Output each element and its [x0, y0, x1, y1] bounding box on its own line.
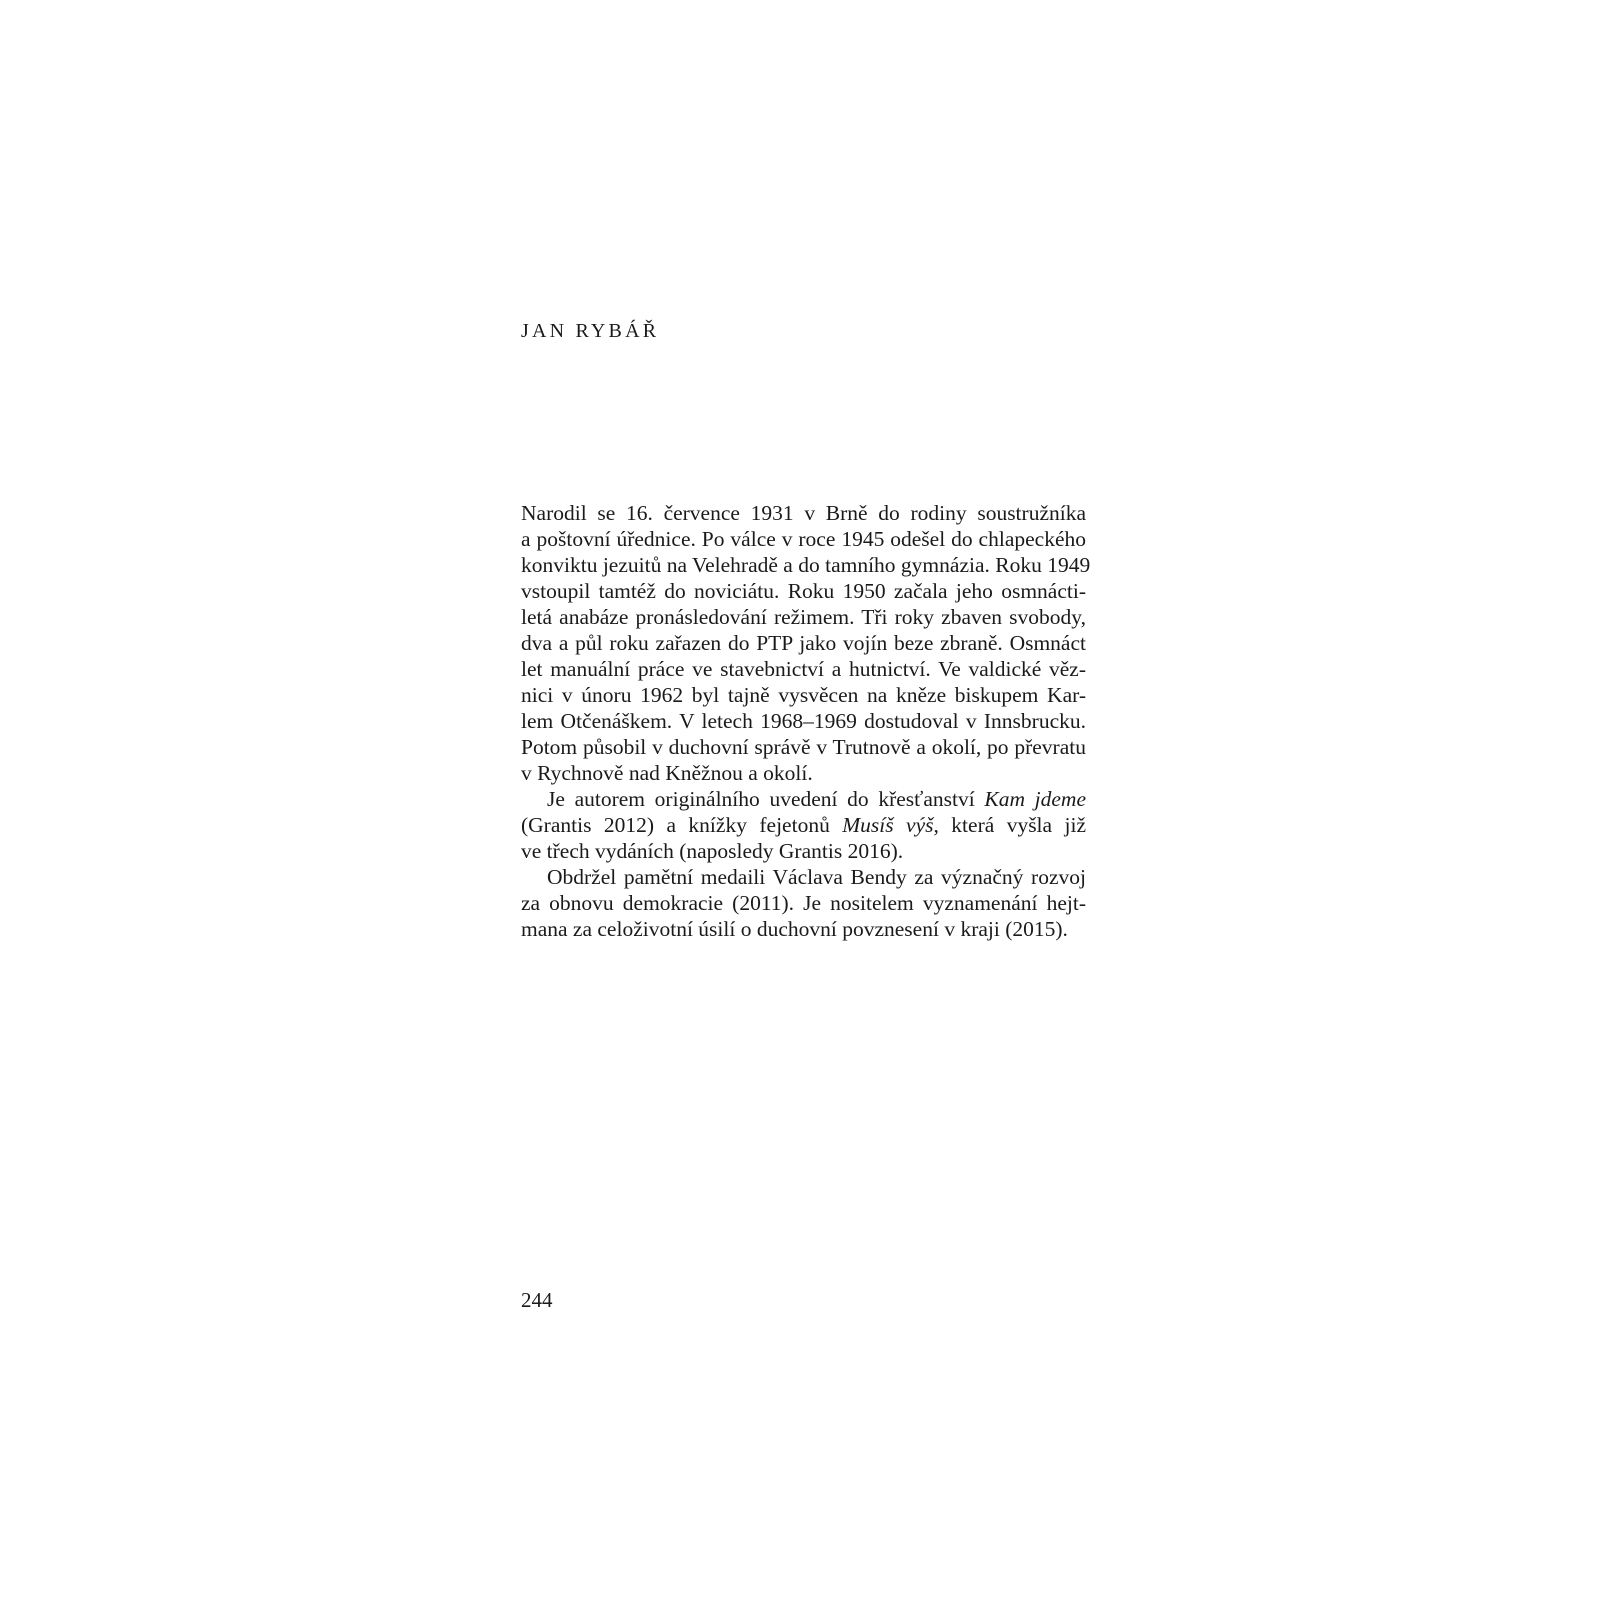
text-line: [521, 786, 1086, 812]
text-segment: Narodil se 16. července 1931 v Brně do rodiny soustružníka: [521, 501, 1086, 525]
book-title: Musíš výš: [842, 813, 934, 837]
text-segment: v Rychnově nad Kněžnou a okolí.: [521, 761, 813, 785]
text-line: [521, 838, 1086, 864]
text-line: [521, 734, 1086, 760]
paragraph: [521, 786, 1086, 864]
text-segment: Je autorem originálního uvedení do křesťanství: [547, 787, 985, 811]
text-segment: nici v únoru 1962 byl tajně vysvěcen na kněze biskupem Kar-: [521, 683, 1086, 707]
page-number: 244: [521, 1288, 553, 1312]
text-segment: let manuální práce ve stavebnictví a hutnictví. Ve valdické věz-: [521, 657, 1086, 681]
running-head: JAN RYBÁŘ: [521, 320, 660, 342]
text-segment: Potom působil v duchovní správě v Trutnově a okolí, po převratu: [521, 735, 1086, 759]
text-segment: letá anabáze pronásledování režimem. Tři roky zbaven svobody,: [521, 605, 1086, 629]
text-line: [521, 760, 1086, 786]
text-line: [521, 864, 1086, 890]
text-segment: za obnovu demokracie (2011). Je nositelem vyznamenání hejt-: [521, 891, 1086, 915]
text-line: [521, 578, 1086, 604]
text-segment: (Grantis 2012) a knížky fejetonů: [521, 813, 843, 837]
text-line: [521, 682, 1086, 708]
text-segment: Obdržel pamětní medaili Václava Bendy za význačný rozvoj: [547, 865, 1086, 889]
text-line: [521, 890, 1086, 916]
text-line: [521, 604, 1086, 630]
text-segment: a poštovní úřednice. Po válce v roce 1945 odešel do chlapeckého: [521, 527, 1086, 551]
text-segment: dva a půl roku zařazen do PTP jako vojín beze zbraně. Osmnáct: [521, 631, 1086, 655]
text-line: [521, 916, 1086, 942]
text-segment: konviktu jezuitů na Velehradě a do tamního gymnázia. Roku 1949: [521, 553, 1091, 577]
text-segment: ve třech vydáních (naposledy Grantis 2016).: [521, 839, 904, 863]
paragraph: [521, 500, 1091, 786]
text-line: [521, 656, 1086, 682]
book-title: Kam jdeme: [984, 787, 1086, 811]
text-line: [521, 552, 1091, 578]
text-line: [521, 526, 1086, 552]
text-line: [521, 500, 1086, 526]
text-segment: mana za celoživotní úsilí o duchovní povznesení v kraji (2015).: [521, 917, 1068, 941]
body-text: [521, 500, 1091, 942]
text-line: [521, 630, 1086, 656]
text-segment: lem Otčenáškem. V letech 1968–1969 dostudoval v Innsbrucku.: [521, 709, 1086, 733]
text-line: [521, 812, 1086, 838]
paragraph: [521, 864, 1086, 942]
text-line: [521, 708, 1086, 734]
text-segment: vstoupil tamtéž do noviciátu. Roku 1950 začala jeho osmnácti-: [521, 579, 1086, 603]
text-segment: , která vyšla již: [933, 813, 1086, 837]
